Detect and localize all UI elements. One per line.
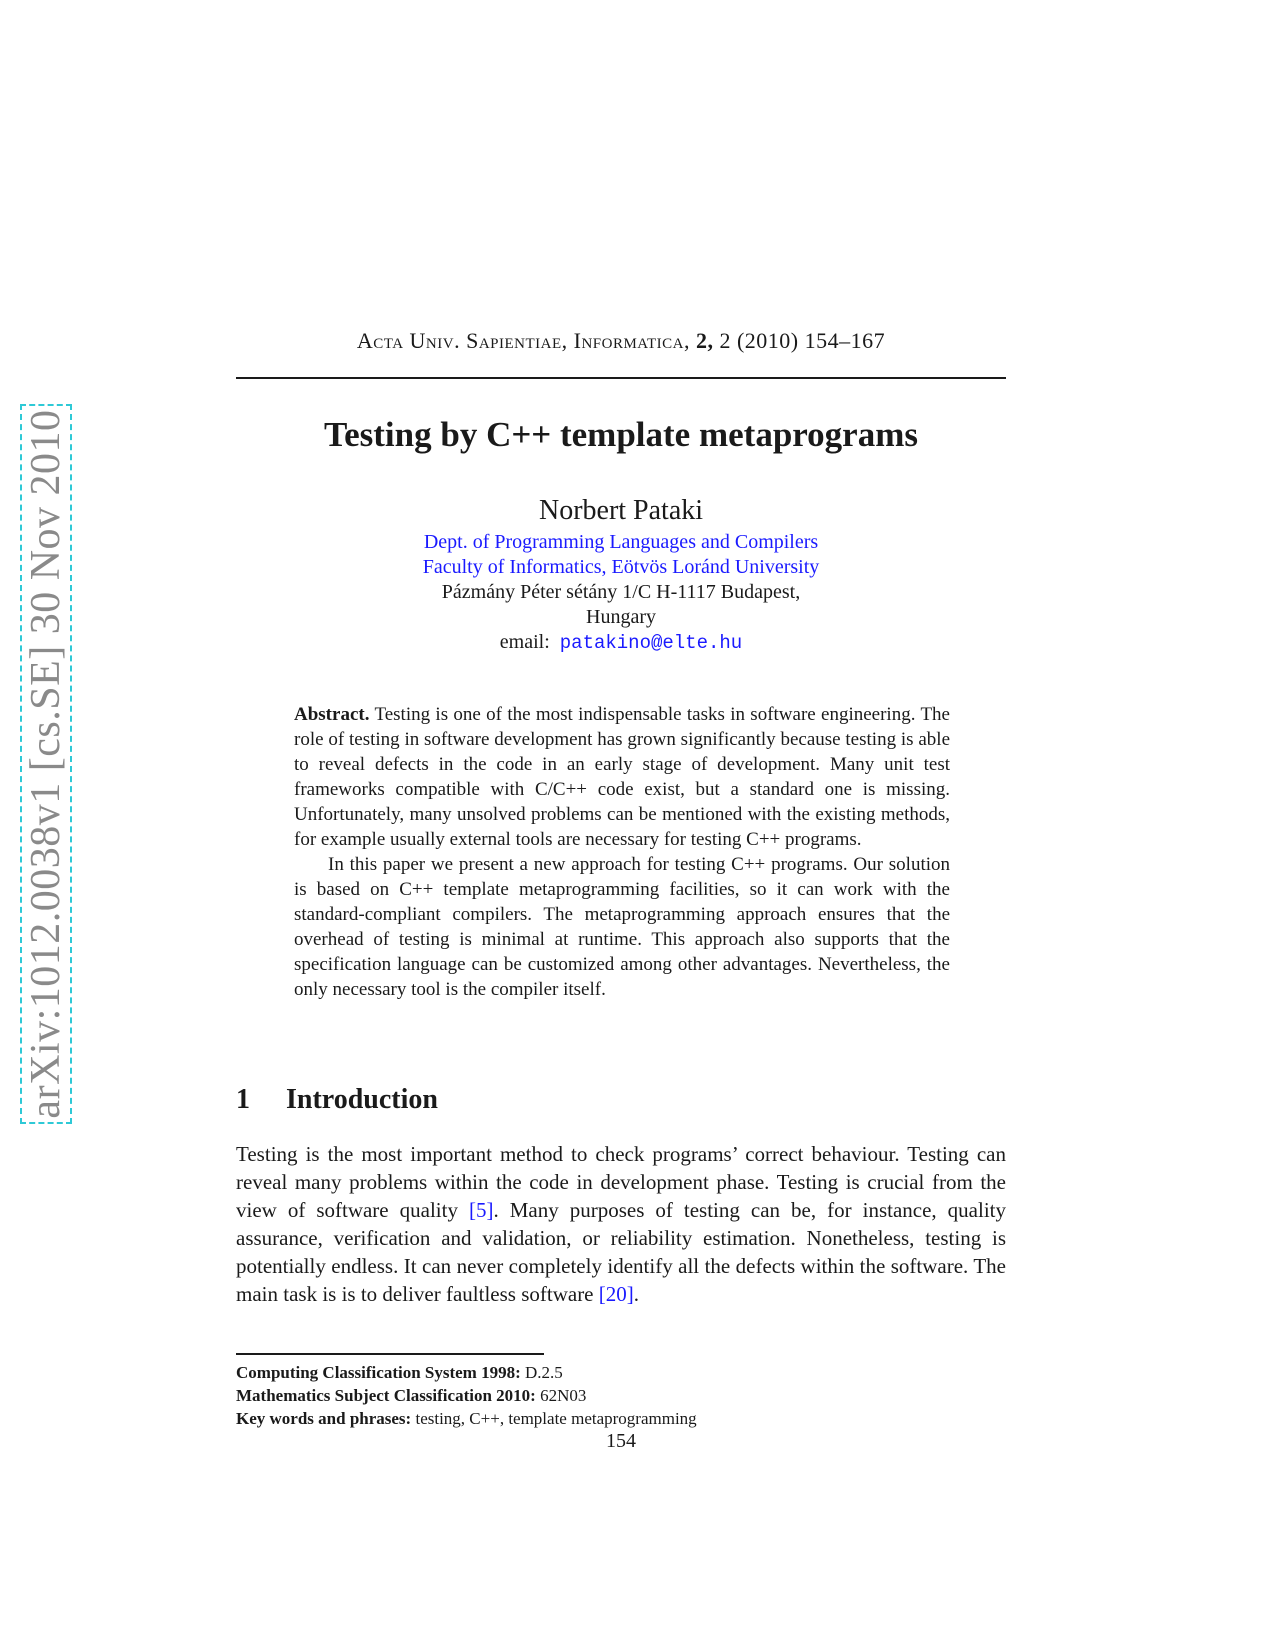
affiliation-faculty-link[interactable]: Faculty of Informatics, Eötvös Loránd University — [422, 556, 820, 578]
email-line — [236, 630, 1006, 656]
address-line-2: Hungary — [586, 606, 656, 628]
footnotes — [236, 1361, 697, 1430]
msc-label: Mathematics Subject Classification 2010: — [236, 1386, 536, 1405]
author-block — [236, 494, 1006, 656]
email-label: email: — [499, 631, 550, 653]
section-number: 1 — [236, 1084, 250, 1115]
abstract-text-1: Testing is one of the most indispensable tasks in software engineering. The role of testing in software development has grown significantly because testing is able to reveal defects in the code in an early stage of development. Many unit test frameworks compatible with C/C++ code exist, but a standard one is missing. Unfortunately, many unsolved problems can be mentioned with the existing methods, for example usually external tools are necessary for testing C++ programs. — [294, 704, 950, 850]
footnote-msc — [236, 1384, 697, 1407]
intro-text-2: . Many purposes of testing can be, for instance, quality assurance, verification and validation, or reliability estimation. Nonetheless, testing is potentially endless. It can never completely identify all the defects within the software. The main task is is to deliver faultless software — [236, 1198, 1006, 1306]
footnote-ccs — [236, 1361, 697, 1384]
journal-name: Acta Univ. Sapientiae, Informatica, — [356, 328, 690, 353]
arxiv-stamp: arXiv:1012.0038v1 [cs.SE] 30 Nov 2010 — [23, 409, 69, 1119]
address-line-1: Pázmány Péter sétány 1/C H-1117 Budapest, — [441, 581, 801, 603]
intro-text-3: . — [633, 1282, 640, 1306]
abstract-paragraph-1 — [294, 702, 950, 852]
keywords-value: testing, C++, template metaprogramming — [415, 1409, 697, 1428]
journal-header — [236, 328, 1006, 354]
intro-paragraph — [236, 1140, 1006, 1308]
section-title: Introduction — [286, 1084, 438, 1115]
keywords-label: Key words and phrases: — [236, 1409, 412, 1428]
msc-value: 62N03 — [540, 1386, 587, 1405]
abstract-paragraph-2: In this paper we present a new approach for testing C++ programs. Our solution is based on C++ template metaprogramming facilities, so it can work with the standard-compliant compilers. The metaprogramming approach ensures that the overhead of testing is minimal at runtime. This approach also supports that the specification language can be customized among other advantages. Nevertheless, the only necessary tool is the compiler itself. — [294, 854, 950, 1000]
abstract-label: Abstract. — [294, 704, 370, 725]
journal-volume: 2, — [695, 328, 714, 353]
ccs-value: D.2.5 — [525, 1363, 563, 1382]
page-number: 154 — [606, 1430, 636, 1452]
footnote-keywords — [236, 1407, 697, 1430]
author-name: Norbert Pataki — [538, 495, 704, 526]
affiliation-dept-link[interactable]: Dept. of Programming Languages and Compilers — [423, 531, 819, 553]
section-heading — [236, 1084, 438, 1116]
citation-link-20[interactable]: [20] — [598, 1282, 634, 1306]
citation-link-5[interactable]: [5] — [468, 1198, 494, 1222]
footnote-rule — [236, 1353, 544, 1355]
intro-text-1: Testing is the most important method to check programs’ correct behaviour. Testing can reveal many problems within the code in development phase. Testing is crucial from the view of software quality — [236, 1142, 1006, 1222]
abstract — [294, 702, 950, 1002]
email-link[interactable]: patakino@elte.hu — [559, 632, 743, 654]
header-rule — [236, 377, 1006, 379]
ccs-label: Computing Classification System 1998: — [236, 1363, 521, 1382]
journal-issue-pages: 2 (2010) 154–167 — [719, 328, 886, 353]
paper-title: Testing by C++ template metaprograms — [323, 415, 918, 454]
